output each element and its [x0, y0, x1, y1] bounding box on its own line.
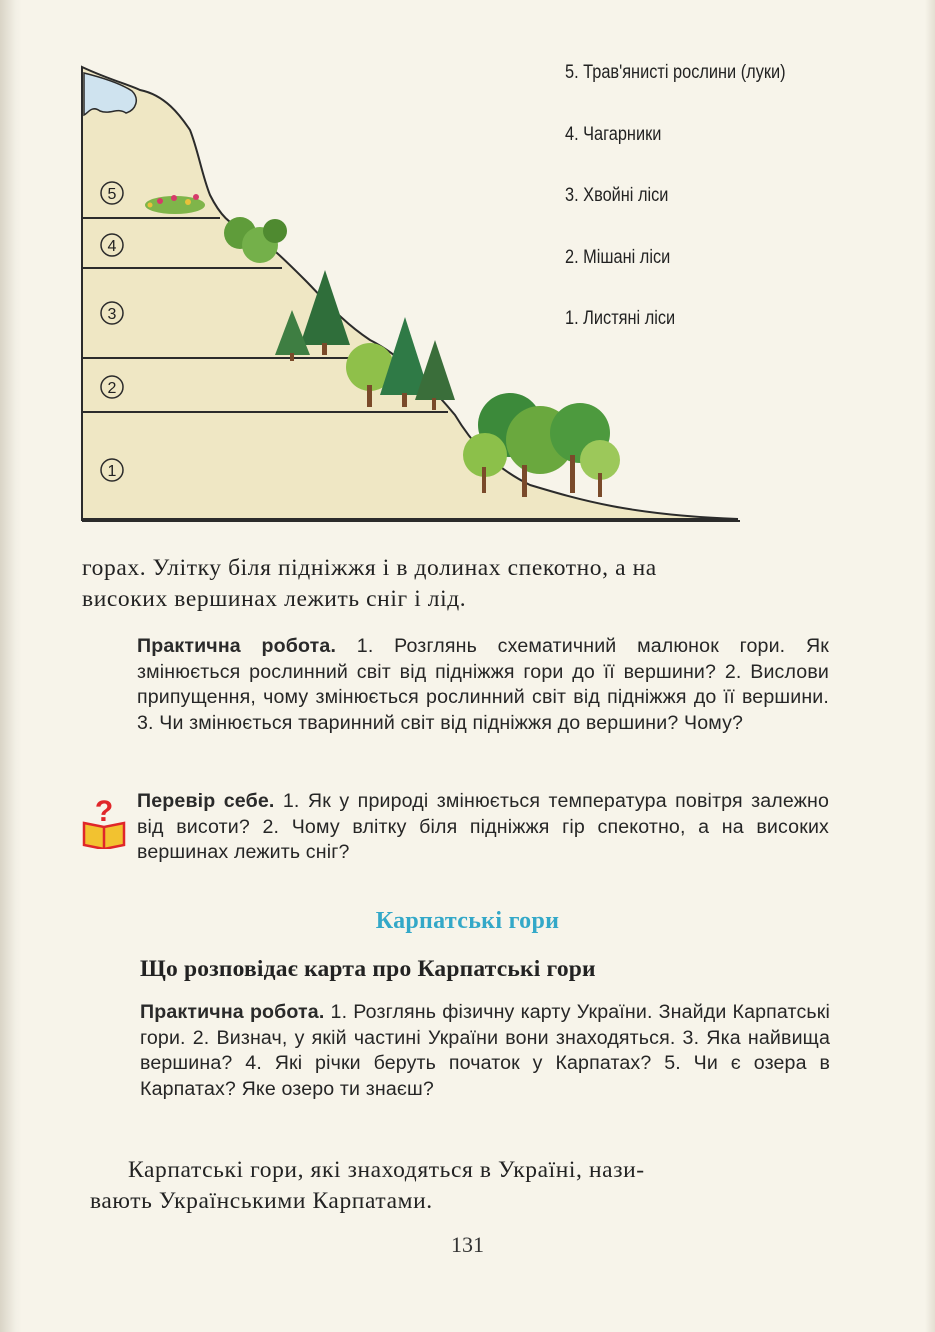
check-label: Перевір себе.	[137, 790, 275, 812]
legend-item-5: 5. Трав'янисті рослини (луки)	[565, 62, 786, 83]
svg-text:4: 4	[107, 238, 117, 255]
paragraph-line: високих вершинах лежить сніг і лід.	[82, 586, 467, 612]
svg-text:2: 2	[107, 380, 117, 397]
question-book-icon	[80, 793, 128, 849]
svg-text:1: 1	[107, 463, 117, 480]
task-text: 1. Розглянь фізичну карту України. Знайди Карпатські гори. 2. Визнач, у якій частині України вони знаходяться. 3. Яка найвища вершина? 4. Які річки беруть початок у Карпатах? 5. Чи є озера в Карпатах? Яке озеро ти знаєш?	[140, 1001, 830, 1100]
page-edge	[925, 0, 935, 1332]
svg-text:?: ?	[94, 795, 114, 828]
check-yourself-block	[137, 789, 829, 866]
svg-text:3: 3	[107, 306, 117, 323]
check-text: 1. Як у природі змінюється температура повітря залежно від висоти? 2. Чому влітку біля підніжжя гір спекотно, а на високих вершинах лежить сніг?	[137, 790, 829, 863]
paragraph-line: вають Українськими Карпатами.	[90, 1188, 433, 1214]
section-title: Карпатські гори	[375, 908, 560, 934]
legend-item-3: 3. Хвойні ліси	[565, 185, 669, 206]
page-binding-shadow	[0, 0, 22, 1332]
legend-item-1: 1. Листяні ліси	[565, 308, 676, 329]
paragraph-line: горах. Улітку біля підніжжя і в долинах спекотно, а на	[82, 555, 657, 581]
legend-item-2: 2. Мішані ліси	[565, 247, 671, 268]
task-label: Практична робота.	[140, 1001, 325, 1023]
legend-item-4: 4. Чагарники	[565, 124, 662, 145]
task-label: Практична робота.	[137, 635, 337, 657]
page-number: 131	[451, 1232, 484, 1257]
paragraph-text-2	[90, 1155, 840, 1217]
practical-task-2	[140, 1000, 830, 1102]
paragraph-line: Карпатські гори, які знаходяться в Україні, нази-	[128, 1157, 645, 1183]
task-text: 1. Розглянь схематичний малюнок гори. Як змінюється рослинний світ від підніжжя гори до її вершини? 2. Вислови припущення, чому змінюється рослинний світ від підніжжя до її вершини. 3. Чи змінюється тваринний світ від підніжжя до вершини? Чому?	[137, 635, 829, 734]
practical-task-1	[137, 634, 829, 736]
paragraph-text	[82, 553, 842, 615]
svg-text:5: 5	[107, 186, 117, 203]
subheading: Що розповідає карта про Карпатські гори	[140, 956, 596, 982]
